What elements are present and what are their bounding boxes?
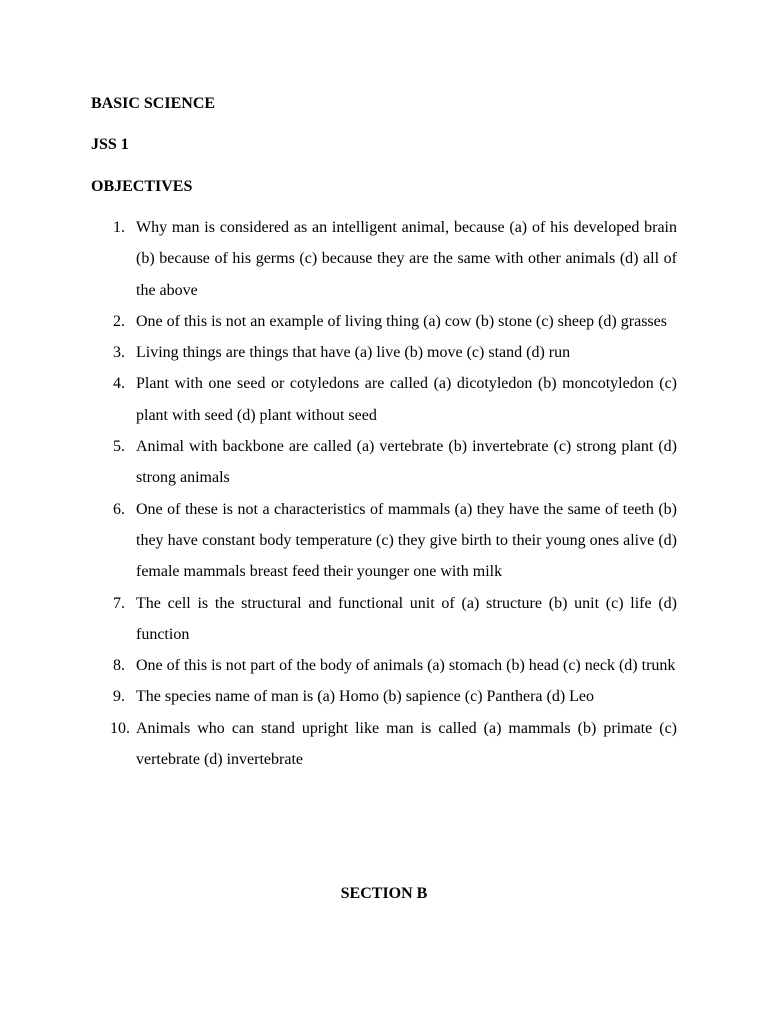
question-number: 8. xyxy=(113,657,125,675)
question-item-10 xyxy=(91,713,677,776)
question-number: 10. xyxy=(110,719,130,737)
question-number: 1. xyxy=(113,219,125,236)
question-number: 9. xyxy=(113,688,125,706)
question-text: Animals who can stand upright like man is called (a) mammals (b) primate (c) vertebrate (d) invertebrate xyxy=(136,719,677,769)
question-item-1 xyxy=(91,212,677,306)
question-item-9 xyxy=(91,681,677,712)
question-text: Living things are things that have (a) live (b) move (c) stand (d) run xyxy=(136,344,571,362)
question-number: 6. xyxy=(113,500,125,518)
question-number: 7. xyxy=(113,594,125,612)
question-text: One of this is not part of the body of animals (a) stomach (b) head (c) neck (d) trunk xyxy=(136,657,676,675)
question-list xyxy=(91,212,677,775)
question-text: One of these is not a characteristics of mammals (a) they have the same of teeth (b) they have constant body temperature (c) they give birth to their young ones alive (d) female mammals breast feed their younger one with milk xyxy=(136,500,677,581)
question-item-3 xyxy=(91,337,677,368)
class-heading: JSS 1 xyxy=(91,136,129,153)
question-item-7 xyxy=(91,588,677,651)
question-number: 5. xyxy=(113,438,125,456)
question-text: Plant with one seed or cotyledons are called (a) dicotyledon (b) moncotyledon (c) plant with seed (d) plant without seed xyxy=(136,375,677,424)
question-text: One of this is not an example of living thing (a) cow (b) stone (c) sheep (d) grasses xyxy=(136,312,667,330)
subject-heading: BASIC SCIENCE xyxy=(91,95,216,112)
objectives-heading: OBJECTIVES xyxy=(91,178,193,195)
question-item-4 xyxy=(91,368,677,431)
question-number: 3. xyxy=(113,344,125,362)
section-b-heading: SECTION B xyxy=(340,885,428,902)
question-text: Animal with backbone are called (a) vertebrate (b) invertebrate (c) strong plant (d) strong animals xyxy=(136,438,677,487)
question-text: The cell is the structural and functional unit of (a) structure (b) unit (c) life (d) function xyxy=(136,594,677,643)
question-item-2 xyxy=(91,306,677,337)
question-item-8 xyxy=(91,650,677,681)
question-number: 2. xyxy=(113,312,125,330)
question-text: The species name of man is (a) Homo (b) sapience (c) Panthera (d) Leo xyxy=(136,688,595,706)
question-item-6 xyxy=(91,494,677,588)
question-text: Why man is considered as an intelligent animal, because (a) of his developed brain (b) because of his germs (c) because they are the same with other animals (d) all of the above xyxy=(136,219,677,299)
question-item-5 xyxy=(91,431,677,494)
question-number: 4. xyxy=(113,375,125,393)
